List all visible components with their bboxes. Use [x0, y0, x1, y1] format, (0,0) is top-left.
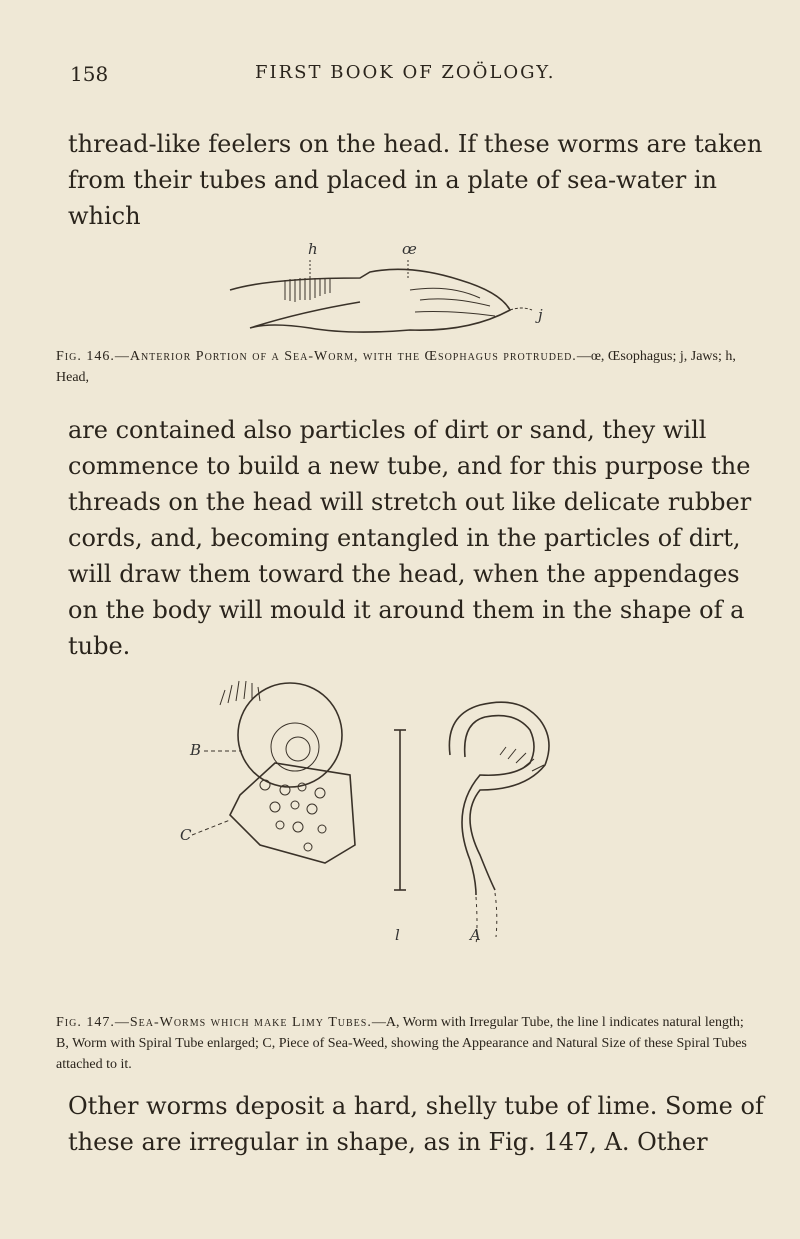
figure-146-caption-title: Fig. 146.—Anterior Portion of a Sea-Worm, with the Œsophagus protruded.: [56, 349, 577, 364]
page-number: 158: [70, 62, 109, 86]
seaweed-piece-c: [230, 763, 355, 863]
figure-146-illustration: [210, 240, 570, 340]
irregular-tube-a: [449, 702, 549, 945]
paragraph-3-text: Other worms deposit a hard, shelly tube of lime. Some of these are irregular in shape, as in Fig. 147, A. Other: [68, 1092, 764, 1156]
page-header: [70, 62, 750, 92]
figure-147-caption-title: Fig. 147.—Sea-Worms which make Limy Tubes.: [56, 1015, 372, 1030]
figure-146-caption: [56, 346, 756, 388]
paragraph-3: [68, 1088, 768, 1160]
figure-147-illustration: [180, 675, 660, 1005]
label-oe: œ: [402, 240, 417, 258]
natural-length-line: [394, 730, 406, 890]
limy-tube-worms-drawing: [180, 675, 660, 1005]
oesophagus-lines: [410, 288, 495, 316]
head-tentacles: [285, 278, 330, 302]
sea-worm-anterior-drawing: [210, 240, 570, 340]
paragraph-2-text: are contained also particles of dirt or sand, they will commence to build a new tube, and for this purpose the threads on the head will stretch out like delicate rubber cords, and, becoming entangled in the particles of dirt, will draw them toward the head, when the appendages on the body will mould it around them in the shape of a tube.: [68, 416, 752, 660]
figure-147-caption-body: —A, Worm with Irregular Tube, the line l indicates natural length; B, Worm with Spiral Tube enlarged; C, Piece of Sea-Weed, showing the Appearance and Natural Size of these Spiral Tubes attached to it.: [56, 1015, 747, 1072]
paragraph-1-text: thread-like feelers on the head. If these worms are taken from their tubes and placed in a plate of sea-water in which: [68, 130, 763, 230]
label-j: j: [538, 306, 543, 324]
paragraph-1: [68, 126, 768, 234]
running-title: FIRST BOOK OF ZOÖLOGY.: [255, 62, 556, 83]
label-h: h: [308, 240, 318, 258]
label-b: B: [190, 741, 202, 759]
label-a: A: [470, 926, 481, 944]
pointer-c: [192, 820, 230, 835]
label-l: l: [395, 926, 400, 944]
jaws-pointer: [510, 308, 532, 310]
paragraph-2: [68, 412, 768, 664]
label-c: C: [180, 826, 192, 844]
worm-outline: [230, 269, 510, 332]
figure-147-caption: [56, 1012, 756, 1075]
figure-146-caption-body: —œ, Œsophagus; j, Jaws; h, Head,: [56, 349, 736, 385]
